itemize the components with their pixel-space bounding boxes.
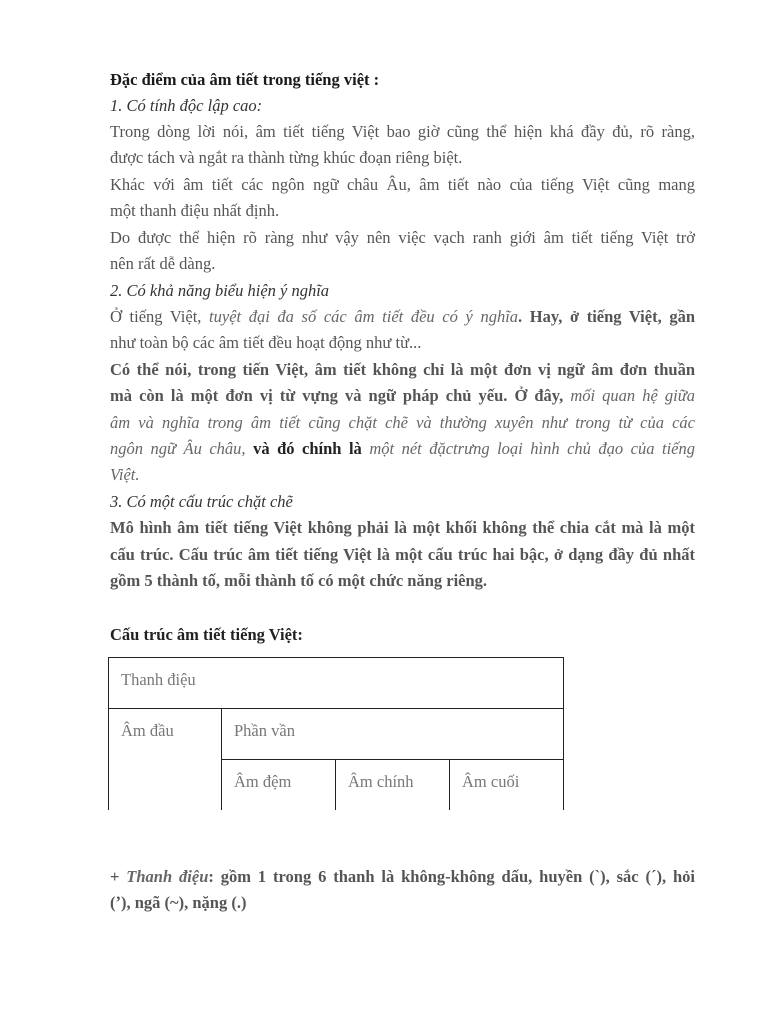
emphasis-text: mối quan hệ giữa (570, 386, 695, 405)
section-3-heading: 3. Có một cấu trúc chặt chẽ (110, 492, 293, 511)
section-2-paragraph-1-line-2: như toàn bộ các âm tiết đều hoạt động như từ... (110, 333, 422, 352)
section-2-paragraph-1-line-1 (110, 304, 695, 330)
section-1-line: Do được thể hiện rõ ràng như vậy nên việc vạch ranh giới âm tiết tiếng Việt trở (110, 228, 695, 247)
cell-coda: Âm cuối (450, 760, 564, 811)
cell-onset: Âm đầu (109, 709, 222, 811)
emphasis-text: một nét đặctrưng loại hình chủ đạo của tiếng (369, 439, 696, 458)
section-3-line: gồm 5 thành tố, mỗi thành tố có một chức năng riêng. (110, 571, 488, 590)
cell-rhyme: Phần vần (222, 709, 564, 760)
document-title: Đặc điểm của âm tiết trong tiếng việt : (110, 70, 380, 89)
section-1-line: một thanh điệu nhất định. (110, 201, 280, 220)
tone-note-line-2: (ʼ), ngã (~), nặng (.) (110, 893, 247, 912)
cell-medial: Âm đệm (222, 760, 336, 811)
section-3-line: Mô hình âm tiết tiếng Việt không phải là một khối không thể chia cắt mà là một (110, 518, 695, 537)
section-3-line: cấu trúc. Cấu trúc âm tiết tiếng Việt là một cấu trúc hai bậc, ở dạng đầy đủ nhất (110, 545, 695, 564)
section-1-line: Trong dòng lời nói, âm tiết tiếng Việt bao giờ cũng thể hiện khá đầy đủ, rõ ràng, (110, 122, 695, 141)
section-1-line: Khác với âm tiết các ngôn ngữ châu Âu, âm tiết nào của tiếng Việt cũng mang (110, 175, 695, 194)
section-1-line: được tách và ngắt ra thành từng khúc đoạn riêng biệt. (110, 148, 463, 167)
structure-caption: Cấu trúc âm tiết tiếng Việt: (110, 625, 303, 644)
text-run: Ở tiếng Việt, (110, 307, 210, 326)
emphasis-text: tuyệt đại đa số các âm tiết đều có ý nghĩa (209, 307, 519, 326)
section-2-paragraph-2-line-2 (110, 383, 695, 409)
bullet-plus: + (110, 867, 127, 886)
section-1-heading: 1. Có tính độc lập cao: (110, 96, 263, 115)
emphasis-text: Thanh điệu (126, 867, 209, 886)
emphasis-text: ngôn ngữ Âu châu, (110, 439, 246, 458)
section-2-paragraph-2-line-3: âm và nghĩa trong âm tiết cũng chặt chẽ và thường xuyên như trong từ của các (110, 413, 695, 432)
bold-text: và đó chính là (245, 439, 370, 458)
section-1-line: nên rất dễ dàng. (110, 254, 216, 273)
syllable-structure-table (108, 657, 564, 810)
section-2-paragraph-2-line-5: Việt. (110, 465, 140, 484)
bold-text: . Hay, ở tiếng Việt, gần (518, 307, 695, 326)
section-2-paragraph-2-line-1: Có thể nói, trong tiến Việt, âm tiết không chỉ là một đơn vị ngữ âm đơn thuần (110, 360, 695, 379)
section-2-heading: 2. Có khả năng biểu hiện ý nghĩa (110, 281, 330, 300)
cell-nucleus: Âm chính (336, 760, 450, 811)
cell-tone: Thanh điệu (109, 658, 564, 709)
tone-note-line-1 (110, 864, 695, 890)
bold-text: mà còn là một đơn vị từ vựng và ngữ pháp chủ yếu. Ở đây, (110, 386, 571, 405)
text-run: : gồm 1 trong 6 thanh là không-không dấu, huyền (`), sắc (´), hỏi (208, 867, 695, 886)
section-2-paragraph-2-line-4 (110, 436, 695, 462)
